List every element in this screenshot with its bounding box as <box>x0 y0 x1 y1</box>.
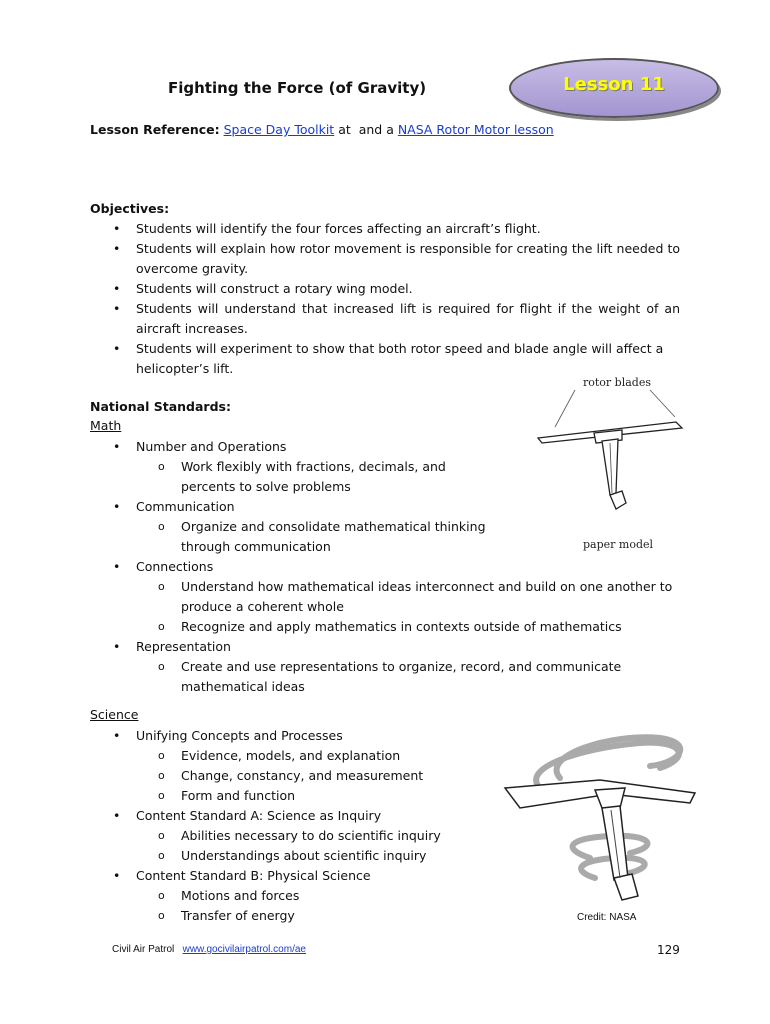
math-standard-subitem: o Work flexibly with fractions, decimals, and percents to solve problems <box>0 457 466 497</box>
science-standard-subitem: o Change, constancy, and measurement <box>0 766 681 786</box>
science-standard-subitem: o Transfer of energy <box>0 906 681 926</box>
science-standard-subitem: o Understandings about scientific inquiry <box>0 846 681 866</box>
objective-item: • Students will identify the four forces affecting an aircraft’s flight. <box>0 219 680 239</box>
math-standard-item: • Representation <box>0 637 680 657</box>
page-footer <box>112 944 306 955</box>
math-standard-item: • Number and Operations <box>0 437 680 457</box>
math-standard-subitem: o Create and use representations to organize, record, and communicate mathematical ideas <box>0 657 641 697</box>
lesson-reference-label: Lesson Reference: <box>90 122 220 137</box>
math-standard-item: • Communication <box>0 497 680 517</box>
footer-url-link[interactable]: www.gocivilairpatrol.com/ae <box>182 944 306 955</box>
science-standard-subitem: o Evidence, models, and explanation <box>0 746 681 766</box>
science-standard-item: • Content Standard A: Science as Inquiry <box>0 806 680 826</box>
paper-model-label: paper model <box>583 538 654 551</box>
science-standard-subitem: o Form and function <box>0 786 681 806</box>
lesson-reference <box>90 122 554 137</box>
math-standard-subitem: o Understand how mathematical ideas interconnect and build on one another to produce a coherent whole <box>0 577 681 617</box>
page-title: Fighting the Force (of Gravity) <box>168 79 427 97</box>
lesson-reference-middle: at and a <box>334 122 398 137</box>
science-heading: Science <box>90 707 139 722</box>
math-standard-subitem: o Organize and consolidate mathematical thinking through communication <box>0 517 501 557</box>
math-standard-item: • Connections <box>0 557 680 577</box>
math-standard-subitem: o Recognize and apply mathematics in contexts outside of mathematics <box>0 617 681 637</box>
rotor-blades-label: rotor blades <box>583 376 651 389</box>
objective-item: • Students will understand that increased lift is required for flight if the weight of an aircraft increases. <box>0 299 680 339</box>
lesson-badge-label: Lesson 11 <box>563 74 665 95</box>
nasa-rotor-motor-link[interactable]: NASA Rotor Motor lesson <box>397 122 554 137</box>
science-standard-subitem: o Abilities necessary to do scientific inquiry <box>0 826 681 846</box>
science-standard-item: • Content Standard B: Physical Science <box>0 866 680 886</box>
space-day-toolkit-link[interactable]: Space Day Toolkit <box>223 122 335 137</box>
objectives-list <box>0 219 681 379</box>
objective-item: • Students will explain how rotor movement is responsible for creating the lift needed to overcome gravity. <box>0 239 680 279</box>
page-number: 129 <box>657 943 680 957</box>
objectives-heading: Objectives: <box>90 201 170 216</box>
math-heading: Math <box>90 418 122 433</box>
science-standard-item: • Unifying Concepts and Processes <box>0 726 680 746</box>
paper-model-illustration <box>530 385 690 525</box>
spinning-rotor-illustration <box>500 728 700 913</box>
lesson-badge <box>509 58 719 118</box>
objective-item: • Students will experiment to show that both rotor speed and blade angle will affect a helicopter’s lift. <box>0 339 681 379</box>
footer-org: Civil Air Patrol <box>112 944 175 955</box>
figure-credit: Credit: NASA <box>577 912 637 923</box>
science-standard-subitem: o Motions and forces <box>0 886 681 906</box>
standards-heading: National Standards: <box>90 399 231 414</box>
objective-item: • Students will construct a rotary wing model. <box>0 279 680 299</box>
